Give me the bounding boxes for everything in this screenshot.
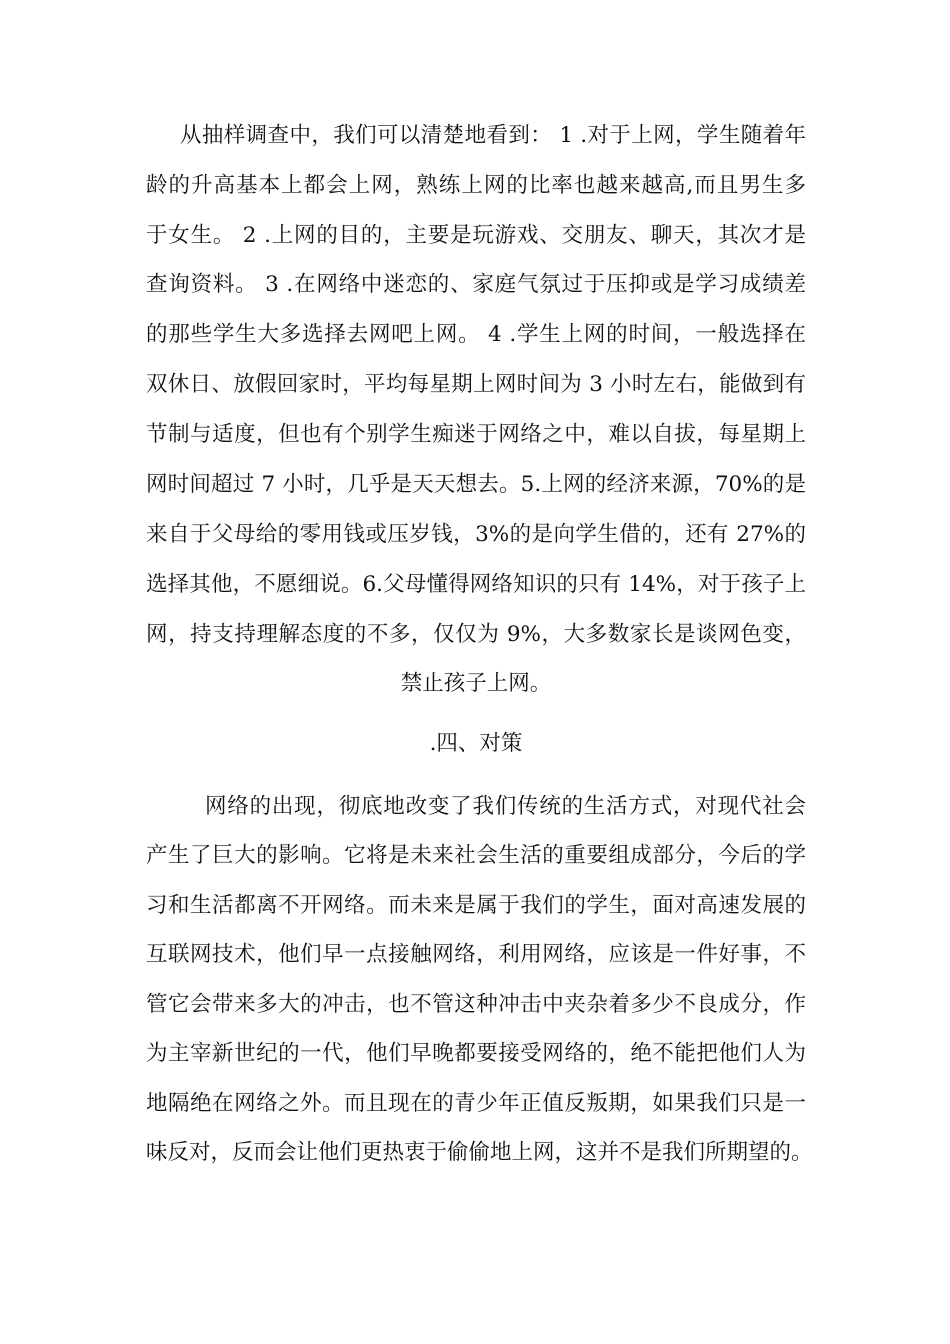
- text-line: 地隔绝在网络之外。而且现在的青少年正值反叛期，如果我们只是一: [146, 1091, 806, 1116]
- text-line: 禁止孩子上网。: [400, 671, 552, 696]
- section-heading: .四、对策: [429, 731, 523, 756]
- text-line: 从抽样调查中，我们可以清楚地看到： 1 .对于上网，学生随着年: [180, 123, 806, 148]
- text-line: 味反对，反而会让他们更热衷于偷偷地上网，这并不是我们所期望的。: [146, 1140, 813, 1165]
- text-line: 互联网技术，他们早一点接触网络，利用网络，应该是一件好事，不: [146, 942, 806, 967]
- text-line: 为主宰新世纪的一代，他们早晚都要接受网络的，绝不能把他们人为: [146, 1041, 806, 1066]
- text-line: 网，持支持理解态度的不多，仅仅为 9%，大多数家长是谈网色变，: [146, 622, 806, 647]
- text-line: 的那些学生大多选择去网吧上网。 4 .学生上网的时间，一般选择在: [146, 322, 806, 347]
- text-line: 产生了巨大的影响。它将是未来社会生活的重要组成部分，今后的学: [146, 843, 806, 868]
- text-line: 于女生。 2 .上网的目的，主要是玩游戏、交朋友、聊天，其次才是: [146, 223, 806, 248]
- text-line: 双休日、放假回家时，平均每星期上网时间为 3 小时左右，能做到有: [146, 372, 806, 397]
- text-line: 管它会带来多大的冲击，也不管这种冲击中夹杂着多少不良成分，作: [146, 992, 806, 1017]
- text-line: 查询资料。 3 .在网络中迷恋的、家庭气氛过于压抑或是学习成绩差: [146, 272, 806, 297]
- text-line: 习和生活都离不开网络。而未来是属于我们的学生，面对高速发展的: [146, 893, 806, 918]
- text-line: 节制与适度，但也有个别学生痴迷于网络之中，难以自拔，每星期上: [146, 422, 806, 447]
- text-line: 来自于父母给的零用钱或压岁钱，3%的是向学生借的，还有 27%的: [146, 522, 806, 547]
- text-line: 网络的出现，彻底地改变了我们传统的生活方式，对现代社会: [205, 794, 806, 819]
- text-line: 网时间超过 7 小时，几乎是天天想去。5.上网的经济来源，70%的是: [146, 472, 806, 497]
- text-line: 选择其他，不愿细说。6.父母懂得网络知识的只有 14%，对于孩子上: [146, 572, 806, 597]
- text-line: 龄的升高基本上都会上网，熟练上网的比率也越来越高,而且男生多: [146, 173, 806, 198]
